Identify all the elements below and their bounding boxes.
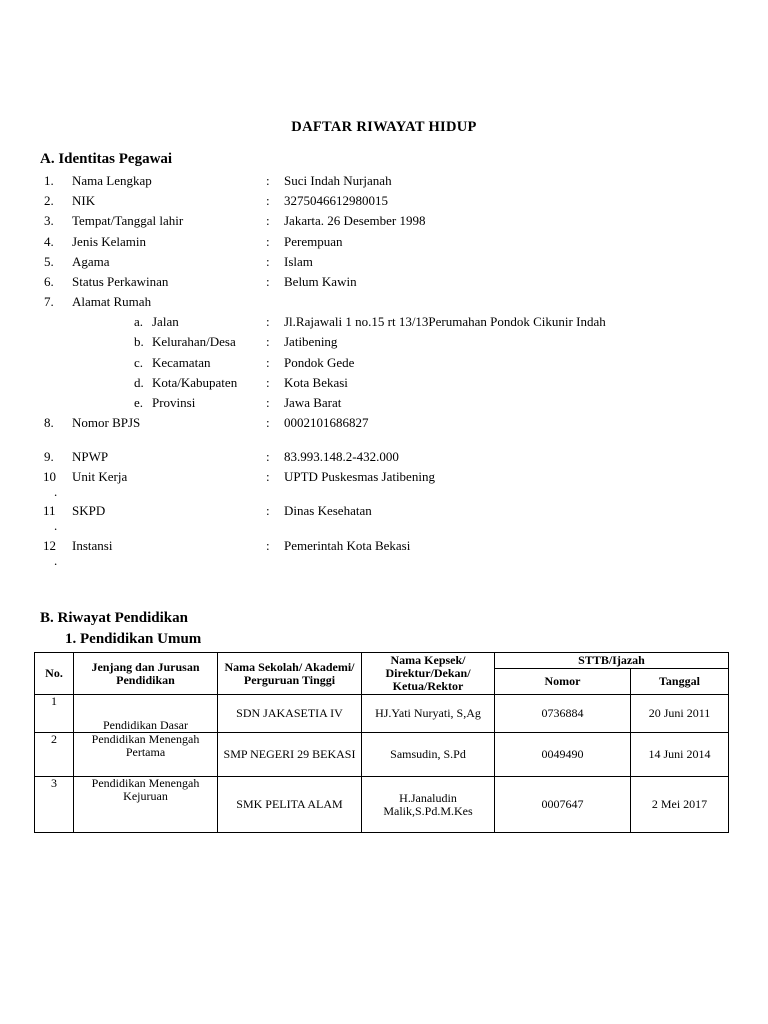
row-colon: :	[266, 355, 270, 370]
row-colon: :	[266, 415, 270, 430]
row-label: Nama Lengkap	[72, 173, 152, 188]
row-colon: :	[266, 334, 270, 349]
row-value: Jatibening	[284, 334, 338, 349]
row-number: 2.	[44, 193, 54, 208]
row-number: 3.	[44, 213, 54, 228]
cell-sekolah: SMP NEGERI 29 BEKASI	[218, 733, 362, 777]
sub-label: Jalan	[152, 314, 179, 329]
cell-tanggal: 2 Mei 2017	[631, 777, 729, 833]
header-sttb: STTB/Ijazah	[495, 653, 729, 669]
row-label: Nomor BPJS	[72, 415, 141, 430]
sub-label: Provinsi	[152, 395, 196, 410]
row-label: SKPD	[72, 503, 106, 518]
row-label: Alamat Rumah	[72, 294, 152, 309]
row-value: 0002101686827	[284, 415, 369, 430]
sub-letter: c.	[134, 355, 144, 370]
row-value: 83.993.148.2-432.000	[284, 449, 399, 464]
header-jenjang: Jenjang dan Jurusan Pendidikan	[74, 653, 218, 695]
row-label: Status Perkawinan	[72, 274, 169, 289]
row-number: 6.	[44, 274, 54, 289]
section-b-heading: B. Riwayat Pendidikan	[40, 610, 188, 626]
row-colon: :	[266, 254, 270, 269]
header-kepsek: Nama Kepsek/ Direktur/Dekan/ Ketua/Rektor	[362, 653, 495, 695]
sub-letter: b.	[134, 334, 144, 349]
row-value: 3275046612980015	[284, 193, 388, 208]
cell-tanggal: 14 Juni 2014	[631, 733, 729, 777]
row-label: NIK	[72, 193, 96, 208]
row-label: Unit Kerja	[72, 469, 128, 484]
header-tanggal: Tanggal	[631, 669, 729, 695]
sub-label: Kelurahan/Desa	[152, 334, 236, 349]
row-value: Jakarta. 26 Desember 1998	[284, 213, 426, 228]
cell-kepsek: H.Janaludin Malik,S.Pd.M.Kes	[362, 777, 495, 833]
row-number: 7.	[44, 294, 54, 309]
table-row	[35, 695, 729, 733]
cell-nomor: 0736884	[495, 695, 631, 733]
education-table	[34, 652, 729, 833]
document-title: DAFTAR RIWAYAT HIDUP	[291, 119, 477, 135]
row-colon: :	[266, 234, 270, 249]
row-colon: :	[266, 314, 270, 329]
cell-jenjang: Pendidikan Menengah Kejuruan	[74, 777, 218, 833]
cell-no: 2	[35, 733, 74, 777]
row-value: Suci Indah Nurjanah	[284, 173, 392, 188]
row-colon: :	[266, 503, 270, 518]
row-colon: :	[266, 538, 270, 553]
row-number-dot: .	[54, 553, 58, 568]
cell-sekolah: SMK PELITA ALAM	[218, 777, 362, 833]
row-number: 5.	[44, 254, 54, 269]
row-colon: :	[266, 395, 270, 410]
row-value: Kota Bekasi	[284, 375, 348, 390]
section-b-subheading: 1. Pendidikan Umum	[65, 631, 202, 647]
row-number: 11	[43, 503, 56, 518]
table-row	[35, 777, 729, 833]
row-label: Jenis Kelamin	[72, 234, 147, 249]
row-colon: :	[266, 449, 270, 464]
sub-letter: e.	[134, 395, 144, 410]
row-value: Pondok Gede	[284, 355, 355, 370]
row-number: 9.	[44, 449, 54, 464]
row-value: Islam	[284, 254, 313, 269]
cell-nomor: 0049490	[495, 733, 631, 777]
row-number-dot: .	[54, 484, 58, 499]
row-number-dot: .	[54, 518, 58, 533]
cell-tanggal: 20 Juni 2011	[631, 695, 729, 733]
row-value: UPTD Puskesmas Jatibening	[284, 469, 435, 484]
cell-no: 1	[35, 695, 74, 733]
row-value: Pemerintah Kota Bekasi	[284, 538, 411, 553]
cell-nomor: 0007647	[495, 777, 631, 833]
row-value: Perempuan	[284, 234, 343, 249]
sub-letter: d.	[134, 375, 144, 390]
row-colon: :	[266, 274, 270, 289]
header-nomor: Nomor	[495, 669, 631, 695]
row-label: NPWP	[72, 449, 109, 464]
row-colon: :	[266, 469, 270, 484]
row-colon: :	[266, 213, 270, 228]
row-colon: :	[266, 193, 270, 208]
section-a-heading: A. Identitas Pegawai	[40, 151, 173, 167]
sub-letter: a.	[134, 314, 144, 329]
header-sekolah: Nama Sekolah/ Akademi/ Perguruan Tinggi	[218, 653, 362, 695]
row-number: 1.	[44, 173, 54, 188]
sub-label: Kota/Kabupaten	[152, 375, 238, 390]
table-row	[35, 733, 729, 777]
row-number: 8.	[44, 415, 54, 430]
row-colon: :	[266, 375, 270, 390]
cell-no: 3	[35, 777, 74, 833]
sub-label: Kecamatan	[152, 355, 211, 370]
cell-jenjang: Pendidikan Menengah Pertama	[74, 733, 218, 777]
row-value: Belum Kawin	[284, 274, 357, 289]
row-value: Jawa Barat	[284, 395, 342, 410]
row-number: 12	[43, 538, 56, 553]
cell-kepsek: HJ.Yati Nuryati, S,Ag	[362, 695, 495, 733]
row-label: Agama	[72, 254, 110, 269]
row-number: 4.	[44, 234, 54, 249]
cell-jenjang: Pendidikan Dasar	[74, 695, 218, 733]
row-label: Instansi	[72, 538, 113, 553]
row-value: Dinas Kesehatan	[284, 503, 372, 518]
row-colon: :	[266, 173, 270, 188]
header-no: No.	[35, 653, 74, 695]
cell-kepsek: Samsudin, S.Pd	[362, 733, 495, 777]
row-number: 10	[43, 469, 56, 484]
row-value: Jl.Rajawali 1 no.15 rt 13/13Perumahan Pondok Cikunir Indah	[284, 314, 606, 329]
row-label: Tempat/Tanggal lahir	[72, 213, 184, 228]
cell-sekolah: SDN JAKASETIA IV	[218, 695, 362, 733]
